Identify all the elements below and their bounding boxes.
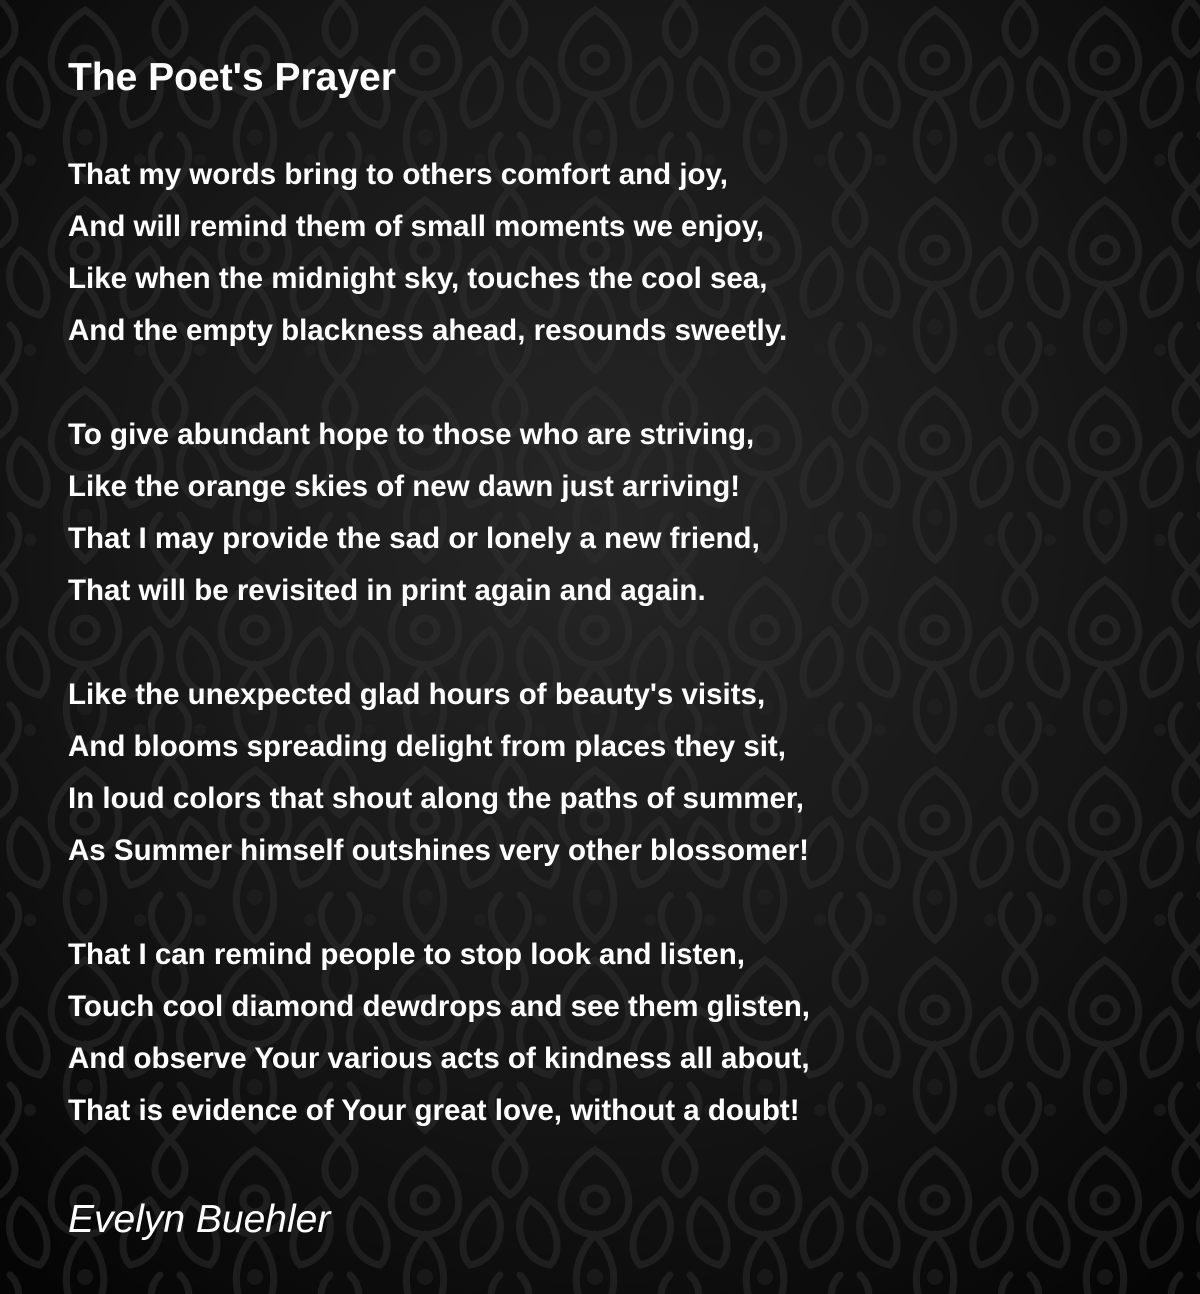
poem-line: That will be revisited in print again and again. [68, 574, 706, 607]
stanza-3 [68, 669, 809, 877]
stanza-1 [68, 149, 787, 357]
poem-line: As Summer himself outshines very other blossomer! [68, 834, 809, 867]
poem-author: Evelyn Buehler [68, 1198, 331, 1241]
poem-line: That my words bring to others comfort and joy, [68, 158, 728, 191]
poem-line: Like the orange skies of new dawn just arriving! [68, 470, 741, 503]
stanza-2 [68, 409, 760, 617]
poem-line: That I can remind people to stop look and listen, [68, 938, 745, 971]
poem-line: Like when the midnight sky, touches the cool sea, [68, 262, 768, 295]
poem-line: And blooms spreading delight from places they sit, [68, 730, 786, 763]
stanza-4 [68, 929, 810, 1137]
poem-line: And observe Your various acts of kindness all about, [68, 1042, 810, 1075]
poem-line: Touch cool diamond dewdrops and see them glisten, [68, 990, 810, 1023]
poem-line: That is evidence of Your great love, without a doubt! [68, 1094, 800, 1127]
poem-line: Like the unexpected glad hours of beauty's visits, [68, 678, 766, 711]
poem-line: And the empty blackness ahead, resounds sweetly. [68, 314, 788, 347]
poem-line: That I may provide the sad or lonely a new friend, [68, 522, 760, 555]
poem-line: And will remind them of small moments we enjoy, [68, 210, 765, 243]
poem-line: In loud colors that shout along the paths of summer, [68, 782, 804, 815]
poem-title: The Poet's Prayer [68, 56, 396, 99]
poem-line: To give abundant hope to those who are striving, [68, 418, 755, 451]
